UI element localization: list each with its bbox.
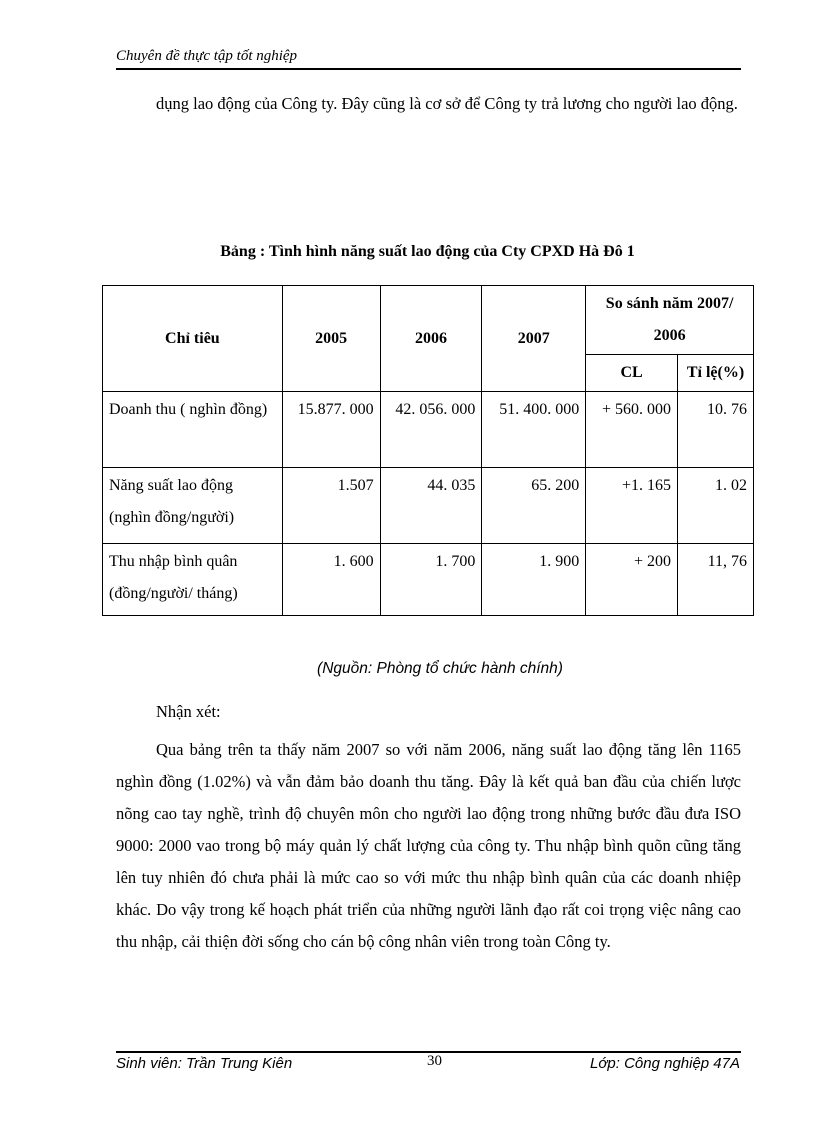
row-label: Thu nhập bình quân (đồng/người/ tháng) — [103, 544, 283, 616]
page-number: 30 — [427, 1053, 442, 1069]
row-label: Năng suất lao động (nghìn đồng/người) — [103, 468, 283, 544]
cell-2007: 51. 400. 000 — [482, 392, 586, 468]
header-cl: CL — [586, 355, 678, 392]
table-header-row — [103, 286, 754, 355]
cell-cl: + 560. 000 — [586, 392, 678, 468]
cell-2006: 1. 700 — [380, 544, 482, 616]
header-2005: 2005 — [282, 286, 380, 392]
cell-2006: 42. 056. 000 — [380, 392, 482, 468]
cell-ratio: 11, 76 — [678, 544, 754, 616]
intro-paragraph: dụng lao động của Công ty. Đây cũng là cơ sở để Công ty trả lương cho người lao động. — [156, 94, 738, 113]
cell-ratio: 10. 76 — [678, 392, 754, 468]
table-title: Bảng : Tình hình năng suất lao động của Cty CPXD Hà Đô 1 — [220, 243, 635, 260]
page-header: Chuyên đề thực tập tốt nghiệp — [116, 48, 741, 70]
cell-2006: 44. 035 — [380, 468, 482, 544]
remark-heading: Nhận xét: — [156, 702, 221, 721]
header-ratio: Tỉ lệ(%) — [678, 355, 754, 392]
remark-paragraph: Qua bảng trên ta thấy năm 2007 so với năm 2006, năng suất lao động tăng lên 1165 nghìn đồng (1.02%) và vẫn đảm bảo doanh thu tăng. Đây là kết quả ban đầu của chiến lược nõng cao tay nghề, trình độ chuyên môn cho người lao động trong những bước đầu đưa ISO 9000: 2000 vao trong bộ máy quản lý chất lượng của công ty. Thu nhập bình quõn cũng tăng lên tuy nhiên đó chưa phải là mức cao so với mức thu nhập bình quân của các doanh nhiệp khác. Do vậy trong kế hoạch phát triển của những người lãnh đạo rất coi trọng việc nâng cao thu nhập, cải thiện đời sống cho cán bộ công nhân viên trong toàn Công ty. — [116, 740, 741, 951]
header-compare: So sánh năm 2007/ 2006 — [586, 286, 754, 355]
cell-2005: 15.877. 000 — [282, 392, 380, 468]
table-row — [103, 544, 754, 616]
header-2007: 2007 — [482, 286, 586, 392]
cell-2007: 1. 900 — [482, 544, 586, 616]
table-row — [103, 468, 754, 544]
cell-2005: 1. 600 — [282, 544, 380, 616]
cell-cl: +1. 165 — [586, 468, 678, 544]
cell-2007: 65. 200 — [482, 468, 586, 544]
header-2006: 2006 — [380, 286, 482, 392]
cell-cl: + 200 — [586, 544, 678, 616]
table-source: (Nguồn: Phòng tổ chức hành chính) — [317, 660, 563, 677]
cell-2005: 1.507 — [282, 468, 380, 544]
productivity-table — [102, 285, 754, 616]
footer-student: Sinh viên: Trần Trung Kiên — [116, 1055, 293, 1072]
cell-ratio: 1. 02 — [678, 468, 754, 544]
header-indicator: Chỉ tiêu — [103, 286, 283, 392]
table-row — [103, 392, 754, 468]
footer-class: Lớp: Công nghiệp 47A — [589, 1055, 740, 1072]
row-label: Doanh thu ( nghìn đồng) — [103, 392, 283, 468]
